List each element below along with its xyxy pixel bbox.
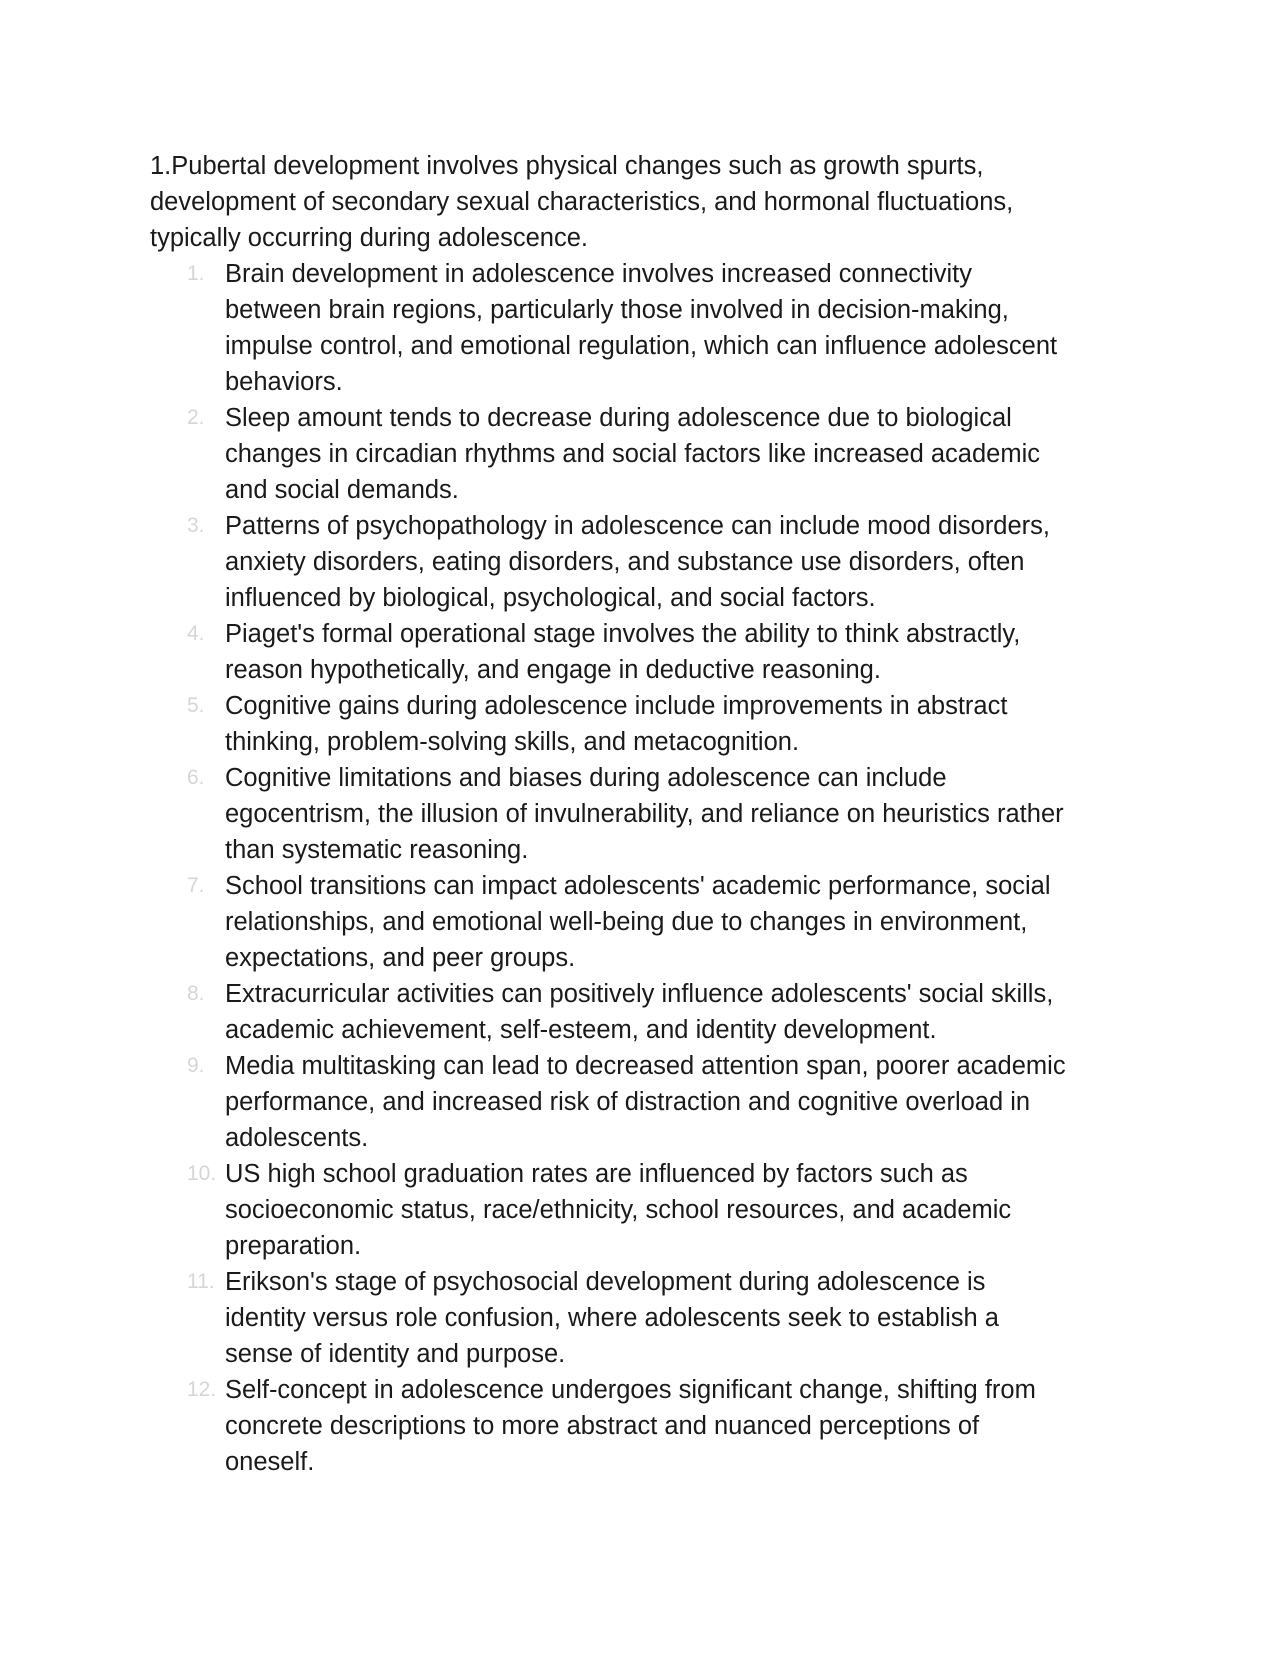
list-item-number: 3. <box>187 514 205 537</box>
list-item-text: Piaget's formal operational stage involves the ability to think abstractly, reason hypothetically, and engage in deductive reasoning. <box>225 620 1021 684</box>
list-item-text: Extracurricular activities can positively influence adolescents' social skills, academic achievement, self-esteem, and identity development. <box>225 980 1054 1044</box>
list-item <box>150 868 1130 976</box>
list-item-number: 12. <box>187 1378 217 1401</box>
list-item-number: 6. <box>187 766 205 789</box>
list-item-number: 9. <box>187 1054 205 1077</box>
list-item <box>150 976 1130 1048</box>
list-item-text: Cognitive limitations and biases during adolescence can include egocentrism, the illusion of invulnerability, and reliance on heuristics rather than systematic reasoning. <box>225 764 1064 864</box>
list-item-number: 1. <box>187 262 205 285</box>
list-item <box>150 256 1130 400</box>
document-page <box>150 148 1130 1480</box>
list-item-text: Cognitive gains during adolescence include improvements in abstract thinking, problem-solving skills, and metacognition. <box>225 692 1008 756</box>
list-item <box>150 1372 1130 1480</box>
list-item-text: School transitions can impact adolescents' academic performance, social relationships, and emotional well-being due to changes in environment, expectations, and peer groups. <box>225 872 1051 972</box>
list-item-text: Patterns of psychopathology in adolescence can include mood disorders, anxiety disorders, eating disorders, and substance use disorders, often influenced by biological, psychological, and social factors. <box>225 512 1051 612</box>
list-item-number: 11. <box>187 1270 215 1293</box>
list-item-number: 10. <box>187 1162 217 1185</box>
list-item <box>150 400 1130 508</box>
intro-paragraph: 1.Pubertal development involves physical changes such as growth spurts, development of secondary sexual characteristics, and hormonal fluctuations, typically occurring during adolescence. <box>150 152 1014 252</box>
list-item-text: Brain development in adolescence involves increased connectivity between brain regions, particularly those involved in decision-making, impulse control, and emotional regulation, which can influence adolescent behaviors. <box>225 260 1058 396</box>
list-item-text: Sleep amount tends to decrease during adolescence due to biological changes in circadian rhythms and social factors like increased academic and social demands. <box>225 404 1040 504</box>
list-item <box>150 1156 1130 1264</box>
list-item <box>150 508 1130 616</box>
numbered-list <box>150 256 1130 1480</box>
list-item-number: 2. <box>187 406 205 429</box>
list-item <box>150 1264 1130 1372</box>
list-item <box>150 1048 1130 1156</box>
list-item-text: Erikson's stage of psychosocial development during adolescence is identity versus role confusion, where adolescents seek to establish a sense of identity and purpose. <box>225 1268 999 1368</box>
list-item-text: Media multitasking can lead to decreased attention span, poorer academic performance, and increased risk of distraction and cognitive overload in adolescents. <box>225 1052 1066 1152</box>
list-item-text: US high school graduation rates are influenced by factors such as socioeconomic status, race/ethnicity, school resources, and academic preparation. <box>225 1160 1012 1260</box>
list-item-number: 4. <box>187 622 205 645</box>
list-item-text: Self-concept in adolescence undergoes significant change, shifting from concrete descriptions to more abstract and nuanced perceptions of oneself. <box>225 1376 1036 1476</box>
list-item-number: 7. <box>187 874 205 897</box>
list-item-number: 8. <box>187 982 205 1005</box>
list-item-number: 5. <box>187 694 205 717</box>
list-item <box>150 616 1130 688</box>
list-item <box>150 688 1130 760</box>
list-item <box>150 760 1130 868</box>
